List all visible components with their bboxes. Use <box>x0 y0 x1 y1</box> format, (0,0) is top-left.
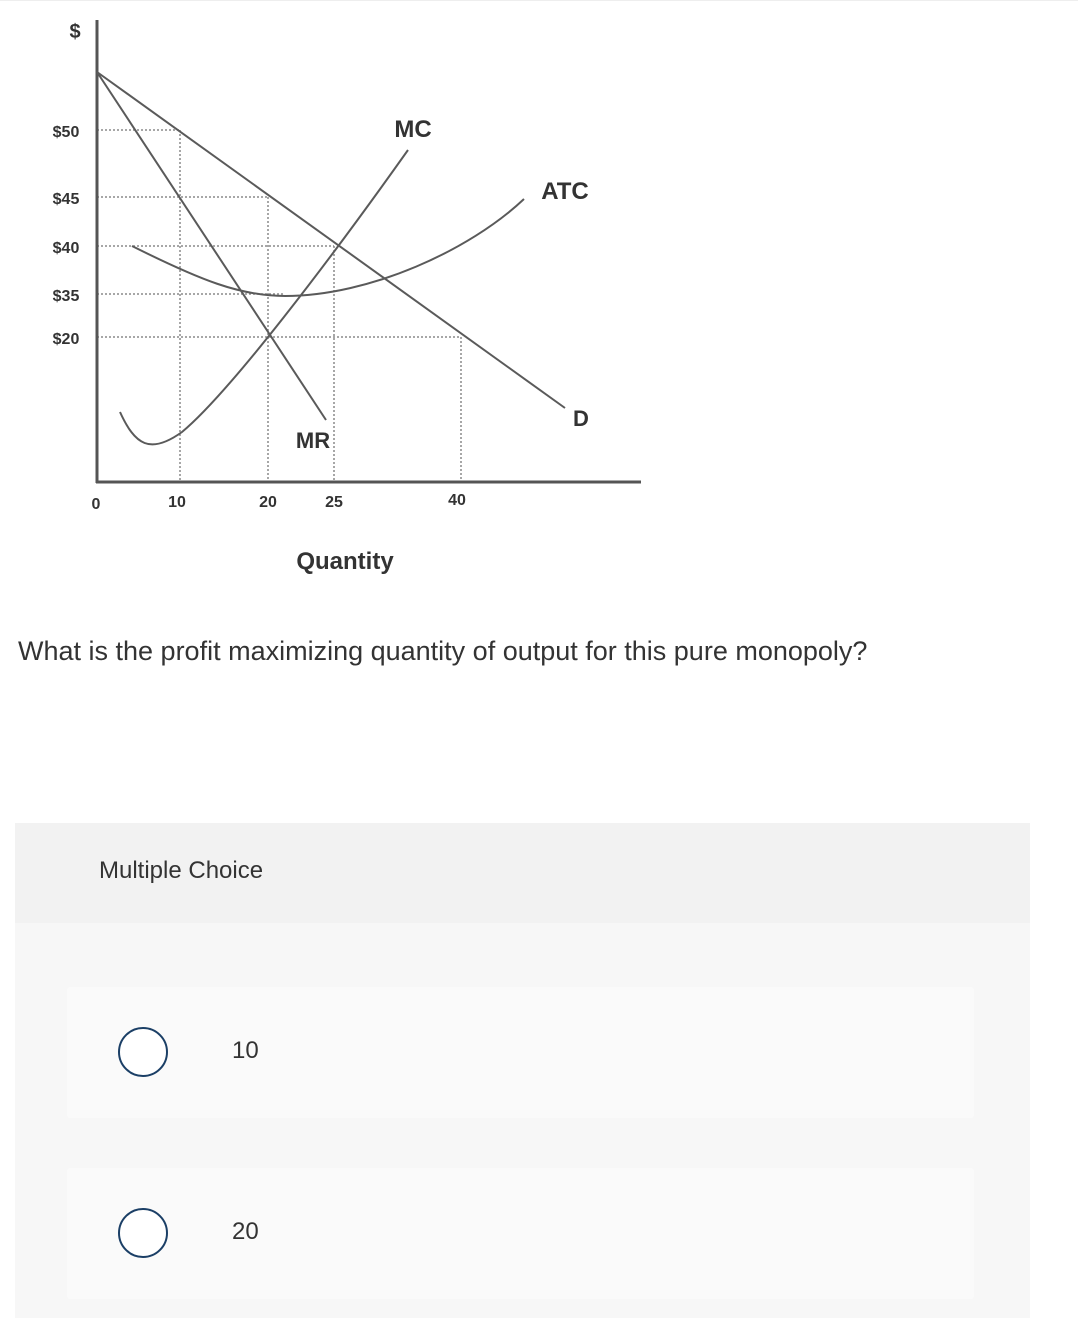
y-tick-label-20: $20 <box>52 331 80 348</box>
y-tick-label-50: $50 <box>52 124 80 141</box>
answer-option-1[interactable] <box>67 987 974 1118</box>
multiple-choice-header <box>15 823 1030 923</box>
answer-option-label: 10 <box>232 1037 259 1064</box>
radio-button[interactable] <box>118 1027 168 1077</box>
question-text: What is the profit maximizing quantity of output for this pure monopoly? <box>18 636 868 666</box>
y-tick-label-35: $35 <box>52 288 80 305</box>
x-tick-label-25: 25 <box>325 494 343 511</box>
answer-option-2[interactable] <box>67 1168 974 1299</box>
answer-option-label: 20 <box>232 1218 259 1245</box>
demand-curve-label: D <box>573 406 589 431</box>
x-tick-label-40: 40 <box>448 492 466 509</box>
marginal-cost-curve <box>120 150 408 444</box>
x-tick-label-0: 0 <box>91 496 101 513</box>
cost-revenue-chart <box>0 0 1078 600</box>
x-tick-label-20: 20 <box>259 494 277 511</box>
multiple-choice-panel <box>15 823 1030 1318</box>
marginal-revenue-curve <box>97 72 326 420</box>
atc-curve-label: ATC <box>541 178 589 205</box>
x-axis-label: Quantity <box>296 548 394 575</box>
y-tick-label-40: $40 <box>52 240 80 257</box>
mr-curve-label: MR <box>295 428 331 453</box>
multiple-choice-title: Multiple Choice <box>99 857 264 884</box>
y-tick-label-45: $45 <box>52 191 80 208</box>
x-tick-label-10: 10 <box>168 494 186 511</box>
demand-curve <box>97 72 565 408</box>
mc-curve-label: MC <box>394 116 432 143</box>
y-axis-label: $ <box>69 21 81 43</box>
radio-button[interactable] <box>118 1208 168 1258</box>
